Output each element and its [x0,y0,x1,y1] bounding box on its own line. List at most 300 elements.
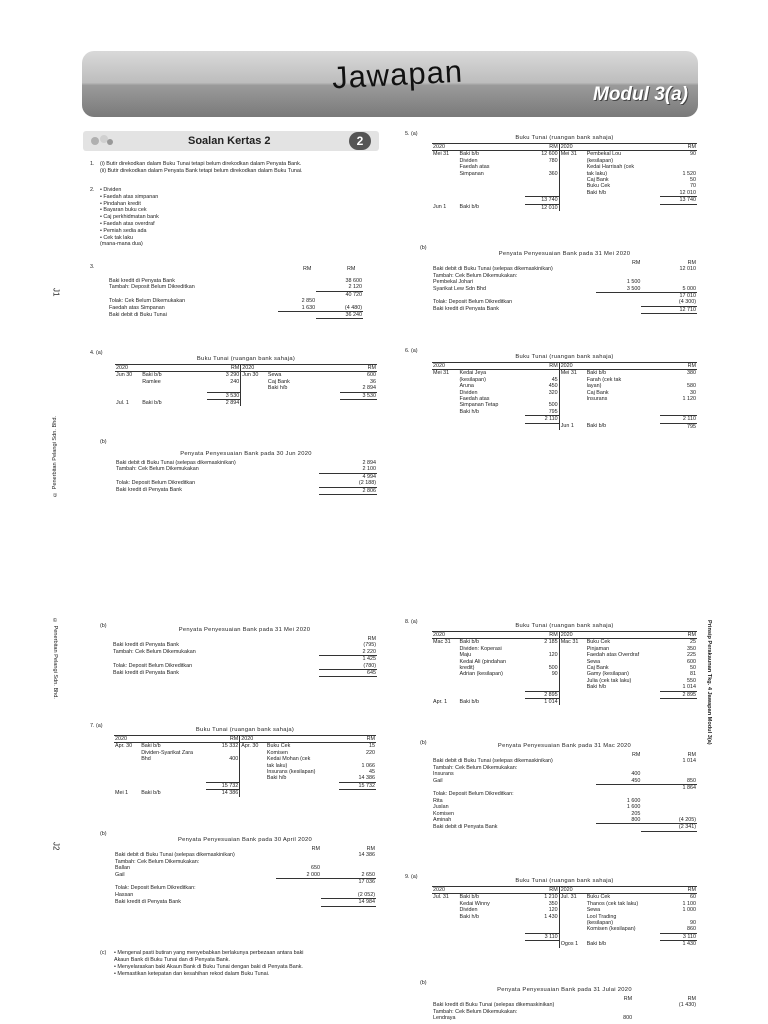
cashbook-cell [114,782,140,789]
q9-number: 9. (a) [405,874,418,880]
cashbook-header-cell: RM [525,632,559,639]
q7-c-line: Akaun Bank di Buku Tunai dan di Penyata Bank. [114,957,230,963]
cashbook-cell [586,933,660,940]
statement-cell: 17 010 [679,293,696,300]
cashbook-cell: Mei 31 [560,151,577,158]
cashbook-cell: 2 894 [362,385,376,392]
q4-cashbook-title: Buku Tunai (ruangan bank sahaja) [196,356,296,362]
cashbook-cell: 860 [687,926,696,933]
cashbook-cell: 90 [525,671,559,677]
cashbook-cell [432,941,459,948]
cashbook-cell: Baki b/b [142,372,162,379]
cashbook-header-cell: RM [206,736,240,743]
cashbook-cell: 2 110 [660,416,697,423]
q2-item: • Pindahan kredit [100,200,141,207]
cashbook-cell: Insurans [586,396,608,403]
cashbook-row [115,400,377,407]
cashbook-cell [140,782,206,789]
cashbook-cell: Apr. 1 [433,698,448,705]
q3-col-header: RM [347,266,356,272]
statement-cell: 2 220 [319,649,377,656]
cashbook-cell: layan) [586,383,602,390]
cashbook-header-cell [141,365,207,372]
cashbook-cell [266,782,339,789]
cashbook-cell: Buku Cek [586,639,611,646]
statement-row [432,306,697,313]
statement-row [432,785,697,792]
statement-cell: Insurans [433,771,454,778]
cashbook-cell: (kesilapan) [586,157,614,164]
cashbook-cell: Buku Cek [586,894,611,901]
cashbook-cell: Jun 1 [560,423,574,430]
cashbook-row [114,782,376,789]
statement-cell: 1 500 [626,279,641,286]
cashbook-cell: Baki h/b [459,913,479,920]
cashbook-cell: tak laku) [586,170,608,177]
cashbook-cell: 795 [687,423,696,430]
cashbook-cell: Baki b/b [459,151,479,158]
statement-row [108,312,363,319]
cashbook-cell: 1 100 [682,900,696,907]
page-number-top: J1 [51,288,61,297]
cashbook-row [114,775,376,782]
cashbook-row [432,190,697,197]
publisher-note-bottom: © Penerbitan Pelangi Sdn. Bhd. [52,618,58,699]
statement-cell [112,656,319,663]
statement-cell: Tambah: Cek Belum Dikemukakan [116,466,199,473]
q3-number: 3. [90,264,95,270]
statement-cell [276,892,321,899]
cashbook-cell: Baki h/b [586,684,607,691]
statement-cell: Tambah: Deposit Belum Dikreditkan [109,284,195,291]
statement-cell: Tolak: Deposit Belum Dikreditkan [113,662,193,669]
cashbook-cell: Bhd [141,756,151,763]
statement-cell [278,284,316,291]
cashbook-header-cell [586,632,660,639]
cashbook-header-cell: RM [660,363,697,370]
statement-cell: 14 386 [358,852,375,859]
statement-cell [276,879,321,886]
cashbook-row [432,197,697,204]
q2-item: • Dividen [100,187,122,193]
banner-module: Modul 3(a) [593,84,688,105]
q7-c-line: • Memastikan ketepatan dan kesahihan rekod dalam Buku Tunai. [114,971,270,977]
statement-cell: Hassan [115,891,134,898]
statement-cell: Faedah atas Simpanan [109,304,165,311]
cashbook-cell [206,775,240,782]
cashbook-cell: Mei 31 [433,151,450,158]
cashbook-cell [432,684,459,691]
cashbook-cell: 2 185 [525,639,559,646]
statement-cell: Tambah: Cek Belum Dikemukakan: [433,1008,518,1015]
cashbook-cell: Ogos 1 [560,940,579,947]
q4-statement-title: Penyata Penyesuaian Bank pada 30 Jun 2020 [180,451,312,457]
q6-statement [112,636,377,677]
cashbook-cell [459,423,525,430]
cashbook-cell [559,691,586,698]
cashbook-cell [432,416,459,423]
cashbook-cell: Faedah atas [459,164,490,171]
statement-cell: (1 430) [678,1002,696,1009]
statement-cell: Pembekal Johari [433,279,474,286]
cashbook-cell: 14 386 [206,790,240,797]
statement-cell [278,291,316,298]
cashbook-header-cell [140,736,206,743]
cashbook-cell: 2 895 [525,691,559,698]
cashbook-header-cell: 2020 [432,887,459,894]
cashbook-cell: Baki b/b [586,423,607,430]
cashbook-cell: (kesilapan) [586,920,614,927]
cashbook-cell: Apr. 30 [241,743,259,750]
statement-cell: Tolak: Deposit Belum Dikreditkan: [115,885,196,892]
cashbook-header-cell: 2020 [241,365,267,372]
statement-cell: 1 425 [362,656,376,663]
q8-cashbook-title: Buku Tunai (ruangan bank sahaja) [515,623,614,629]
cashbook-cell: 400 [206,756,240,762]
cashbook-cell [241,385,267,392]
cashbook-cell: 350 [687,645,696,652]
cashbook-cell [432,197,459,204]
cashbook-cell: Apr. 30 [115,743,133,750]
cashbook-header-cell [459,144,525,151]
cashbook-cell [432,933,459,940]
cashbook-cell: Komisen [266,749,288,756]
cashbook-header-cell: 2020 [559,363,586,370]
cashbook-cell: 45 [369,769,375,776]
statement-cell: 2 850 [301,298,316,305]
statement-row [432,286,697,293]
statement-cell: (795) [363,642,376,649]
cashbook-cell [559,933,586,940]
cashbook-cell [660,699,697,706]
statement-cell: (780) [319,663,377,670]
q5-cashbook [432,143,697,211]
q8-statement-title: Penyata Penyesuaian Bank pada 31 Mac 2020 [497,743,632,749]
cashbook-cell: Jun 1 [433,204,447,211]
cashbook-row [432,370,697,377]
cashbook-cell: 12 010 [679,189,696,196]
cashbook-cell: Baki b/b [141,789,161,796]
statement-cell: 36 240 [316,312,363,319]
statement-cell: 1 600 [626,797,641,804]
cashbook-cell: Baki b/b [141,743,161,750]
cashbook-cell: 30 [690,389,696,396]
cashbook-cell: Kedai Mohan (cek [266,756,311,763]
statement-row [115,473,377,480]
statement-cell [596,293,641,300]
cashbook-cell: Baki b/b [459,204,479,211]
statement-col-header: RM [632,752,641,758]
cashbook-cell: Gamy (kesilapan) [586,671,629,678]
cashbook-cell [559,190,586,197]
cashbook-cell [559,684,586,691]
cashbook-cell [266,790,339,797]
cashbook-cell: Ramlee [142,378,161,385]
cashbook-cell: 1 066 [361,762,375,769]
q2-item: • Bayaran buku cek [100,207,147,214]
statement-cell: 3 500 [596,286,641,293]
cashbook-cell: Sewa [586,907,601,914]
cashbook-cell [432,190,459,197]
cashbook-cell [525,190,559,197]
q8-b-label: (b) [420,740,427,746]
statement-cell [432,293,596,300]
cashbook-cell [459,926,525,933]
statement-cell: Tambah: Cek Belum Dikemukakan: [115,858,200,865]
q7-c-label: (c) [100,950,107,956]
cashbook-cell: 600 [367,372,376,379]
cashbook-cell: Kedai Jeya [459,370,487,377]
statement-row [432,778,697,785]
statement-row [108,291,363,298]
cashbook-cell [559,699,586,706]
statement-cell: 2 650 [321,872,376,879]
statement-cell: 800 [623,1015,633,1022]
cashbook-cell: 240 [207,379,241,385]
statement-cell: 1 630 [278,305,316,312]
statement-row [432,299,697,306]
cashbook-header-cell [586,363,660,370]
q9-statement [432,996,697,1022]
cashbook-cell: 1 014 [682,684,696,691]
section-title: Soalan Kertas 2 [188,135,271,147]
cashbook-cell: Dividen-Syarikat Zara [141,749,194,756]
statement-cell: 450 [596,778,641,785]
cashbook-cell: 12 010 [525,204,559,211]
cashbook-cell [586,691,660,698]
cashbook-cell: 350 [525,901,559,907]
cashbook-cell: Baki b/b [142,399,162,406]
cashbook-cell: Farah (cek tak [586,376,622,383]
cashbook-cell [432,409,459,416]
cashbook-cell [459,684,525,691]
q8-cashbook [432,631,697,705]
cashbook-header-cell: RM [340,365,377,372]
cashbook-cell [525,941,559,948]
cashbook-header-cell: RM [339,736,376,743]
cashbook-cell: Dividen [459,907,478,914]
cashbook-cell: 14 386 [358,775,375,782]
cashbook-cell: 90 [690,151,696,158]
cashbook-header-cell: RM [207,365,241,372]
statement-cell: Juslan [433,804,449,811]
cashbook-cell [459,941,525,948]
cashbook-cell: Adrian (kesilapan) [459,671,503,678]
cashbook-row [432,151,697,158]
cashbook-cell: Baki b/b [459,894,479,901]
statement-cell [596,824,641,831]
statement-cell: Tolak: Cek Belum Dikemukakan [109,298,186,305]
statement-row [112,663,377,670]
cashbook-cell: Lool Trading [586,913,617,920]
statement-cell: Gail [115,871,125,878]
cashbook-cell: 1 210 [525,894,559,901]
cashbook-cell: Caj Bank [586,389,609,396]
cashbook-header-cell [459,632,525,639]
cashbook-row [114,790,376,797]
cashbook-cell: 780 [525,158,559,164]
statement-col-header: RM [311,846,321,852]
q7-number: 7. (a) [90,723,103,729]
q5-cashbook-title: Buku Tunai (ruangan bank sahaja) [515,135,614,141]
cashbook-cell: Dividen [459,157,478,164]
statement-row [108,284,363,291]
cashbook-cell [559,926,586,933]
q1-number: 1. [90,161,95,167]
statement-col-header: RM [366,846,375,852]
cashbook-row [432,204,697,211]
q5-number: 5. (a) [405,131,418,137]
cashbook-header-cell [459,363,525,370]
statement-cell: Lendraya [433,1015,456,1022]
cashbook-cell: 450 [525,383,559,389]
cashbook-cell: 1 120 [682,396,696,403]
statement-col-header: RM [687,752,696,758]
cashbook-cell: Baki b/b [459,639,479,646]
statement-cell: 4 994 [362,473,376,480]
cashbook-cell: 380 [687,370,696,377]
cashbook-cell [525,423,559,430]
cashbook-row [432,933,697,940]
cashbook-header-cell [267,365,340,372]
cashbook-cell: tak laku) [266,762,288,769]
statement-cell: Baki debit di Buku Tunai (selepas dikemaskinikan) [433,758,553,765]
q3-statement [108,278,363,319]
statement-cell: Ballan [115,865,130,872]
statement-cell: (4 480) [316,305,363,312]
cashbook-header-cell: RM [525,144,559,151]
cashbook-header-cell: 2020 [432,144,459,151]
page-number-bottom: J2 [51,842,61,851]
section-header [83,131,379,151]
q2-item: • Faedah atas simpanan [100,193,159,200]
cashbook-row [115,392,377,399]
cashbook-header-row [432,363,697,370]
cashbook-header-cell [586,144,660,151]
cashbook-cell: 81 [690,671,696,678]
cashbook-cell: 15 332 [206,743,240,750]
statement-cell: 2 894 [362,460,376,466]
cashbook-cell: Caj Bank [586,665,609,672]
cashbook-header-row [115,365,377,372]
cashbook-cell: Buku Cek [586,183,611,190]
cashbook-cell: Baki b/b [586,370,607,377]
cashbook-cell [559,204,586,211]
statement-cell: Baki kredit di Penyata Bank [109,278,175,284]
statement-cell: Tambah: Cek Belum Dikemukakan: [433,764,518,771]
q6-b-label: (b) [100,623,107,629]
cashbook-cell: 13 740 [525,197,559,204]
cashbook-header-cell: 2020 [559,887,586,894]
cashbook-cell: 225 [687,652,696,659]
cashbook-cell: Jul. 31 [560,894,577,901]
cashbook-cell [459,190,525,197]
cashbook-cell: 120 [525,907,559,913]
cashbook-cell [240,790,266,797]
cashbook-cell: 25 [690,639,696,646]
statement-cell: Baki kredit di Penyata Bank [115,898,181,905]
cashbook-cell: 50 [690,665,696,672]
cashbook-cell: Julia (cek tak laku) [586,677,632,684]
statement-cell [278,312,316,319]
statement-cell: 2 000 [276,872,321,879]
statement-cell: Gail [433,777,443,784]
cashbook-row [115,385,377,392]
cashbook-cell [586,699,660,706]
cashbook-cell: 3 110 [525,933,559,940]
cashbook-row [432,684,697,691]
cashbook-cell: Maju [459,652,472,659]
statement-cell: 14 984 [321,899,376,906]
statement-cell: 12 010 [679,266,696,273]
cashbook-row [432,699,697,706]
cashbook-cell: 15 732 [339,782,376,789]
cashbook-cell [525,926,559,933]
cashbook-header-cell: 2020 [559,144,586,151]
cashbook-header-row [114,736,376,743]
cashbook-cell: Buku Cek [266,743,291,750]
q9-statement-title: Penyata Penyesuaian Bank pada 31 Julai 2020 [497,987,632,993]
q6-number: 6. (a) [405,348,418,354]
cashbook-cell: Sewa [586,658,601,665]
q4-statement [115,460,377,495]
statement-cell: Rita [433,797,443,804]
q5-statement-title: Penyata Penyesuaian Bank pada 31 Mei 2020 [498,251,631,257]
cashbook-cell: Jul. 1 [116,399,129,406]
statement-cell: Tolak: Deposit Belum Dikreditkan [116,480,196,487]
cashbook-cell: 2 894 [207,400,241,407]
cashbook-cell: 1 000 [682,907,696,914]
cashbook-cell [114,775,140,782]
q8-number: 8. (a) [405,619,418,625]
cashbook-cell: 60 [690,894,696,901]
cashbook-cell: Aruna [459,383,474,390]
statement-row [112,649,377,656]
statement-row [114,872,376,879]
statement-cell: Komisen [433,810,454,817]
q7-cashbook [114,735,376,797]
cashbook-cell: 15 732 [206,782,240,789]
cashbook-cell [586,197,660,204]
statement-cell: 400 [631,771,641,778]
cashbook-cell [240,775,266,782]
q2-item: • Faedah atas overdraf [100,221,155,227]
cashbook-cell [660,409,697,416]
cashbook-cell [207,385,241,392]
q2-number: 2. [90,187,95,193]
statement-row [115,466,377,473]
q3-col-header: RM [303,266,312,272]
cashbook-cell [559,197,586,204]
cashbook-cell [432,926,459,933]
statement-cell: Tambah: Cek Belum Dikemukakan: [433,272,518,279]
cashbook-cell [459,416,525,423]
q9-cashbook [432,886,697,948]
cashbook-cell [241,392,267,399]
cashbook-header-row [432,632,697,639]
cashbook-row [432,416,697,423]
q1-line: (i) Butir direkodkan dalam Buku Tunai tetapi belum direkodkan dalam Penyata Bank. [100,161,302,167]
statement-cell: 1 864 [682,785,696,792]
cashbook-row [432,941,697,948]
statement-cell [596,785,641,792]
cashbook-row [432,423,697,430]
cashbook-cell: Simpanan Tetap [459,402,499,409]
statement-cell: 850 [641,778,697,785]
statement-cell [276,899,321,906]
cashbook-cell: 1 014 [525,699,559,706]
cashbook-header-cell: RM [525,363,559,370]
